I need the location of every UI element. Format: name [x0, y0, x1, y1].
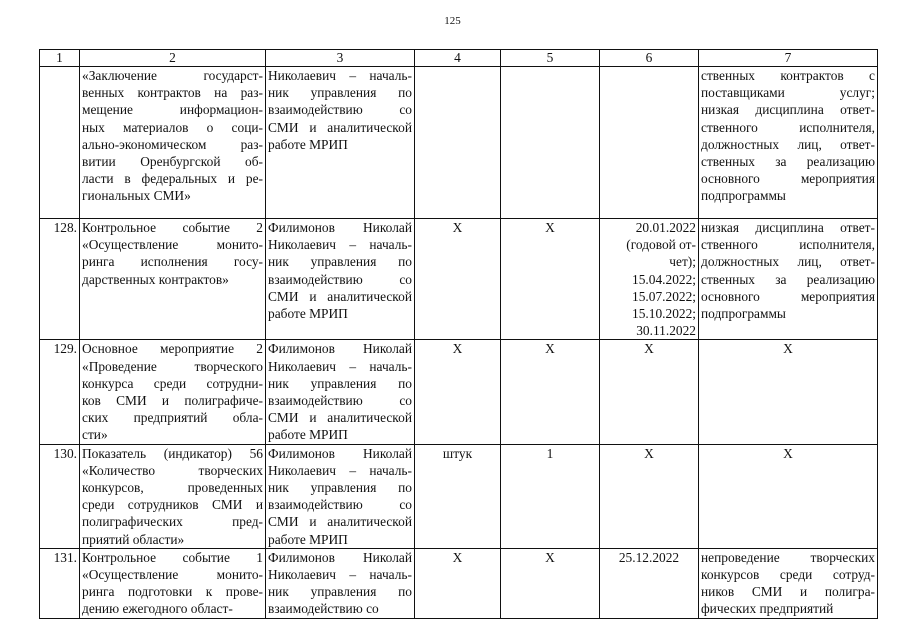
date-cell-line: 20.01.2022 [635, 220, 696, 235]
event-name-cell-line: приятий области» [82, 531, 185, 547]
risk-cell-line: должностных лиц, ответ- [701, 136, 875, 152]
risk-cell-line: конкурсов среди сотруд- [701, 567, 875, 583]
responsible-cell-line: Николаевич – началь- [268, 68, 412, 83]
responsible-cell-line: взаимодействию со [268, 102, 412, 118]
table-row [40, 219, 878, 340]
column-header: 5 [501, 50, 600, 67]
event-name-cell-line: конкурсов, проведенных [82, 480, 263, 496]
risk-cell-line: поставщиками услуг; [701, 85, 875, 101]
table-row [40, 444, 878, 548]
risk-cell-line: основного мероприятия [701, 171, 875, 187]
responsible-cell-line: взаимодействию со [268, 393, 412, 409]
event-name-cell-line: «Осуществление монито- [82, 237, 263, 253]
row-number: 128. [40, 219, 80, 340]
event-name-cell-line: дарственных контрактов» [82, 271, 229, 287]
date-cell [600, 548, 699, 618]
risk-cell-line: ников СМИ и полигра- [701, 584, 875, 600]
responsible-cell-line: ник управления по [268, 254, 412, 270]
responsible-cell-line: Филимонов Николай [268, 220, 412, 235]
column-header: 2 [80, 50, 266, 67]
table-row [40, 67, 878, 219]
responsible-cell-line: ник управления по [268, 584, 412, 600]
responsible-cell-line: работе МРИП [268, 427, 348, 443]
responsible-cell [266, 340, 415, 444]
column-header: 6 [600, 50, 699, 67]
column-header: 1 [40, 50, 80, 67]
event-name-cell-line: конкурса среди сотрудни- [82, 375, 263, 391]
event-name-cell [80, 340, 266, 444]
responsible-cell-line: ник управления по [268, 85, 412, 101]
responsible-cell [266, 219, 415, 340]
event-name-cell-line: Контрольное событие 2 [82, 220, 263, 235]
risk-cell-line: ственных за реализацию [701, 154, 875, 170]
event-name-cell [80, 67, 266, 219]
risk-cell-line: подпрограммы [701, 306, 786, 322]
column-header: 7 [699, 50, 878, 67]
date-cell-line: 15.07.2022; [632, 288, 696, 304]
event-name-cell-line: «Осуществление монито- [82, 567, 263, 583]
risk-cell-line: ственного исполнителя, [701, 237, 875, 253]
risk-cell [699, 219, 878, 340]
responsible-cell-line: взаимодействию со [268, 601, 379, 617]
event-name-cell-line: ально-экономическом раз- [82, 136, 263, 152]
event-name-cell [80, 444, 266, 548]
column-header: 4 [415, 50, 501, 67]
responsible-cell-line: Николаевич – началь- [268, 567, 412, 583]
date-cell-line: 15.04.2022; [632, 271, 696, 287]
responsible-cell-line: СМИ и аналитической [268, 514, 412, 530]
responsible-cell-line: ник управления по [268, 375, 412, 391]
event-name-cell-line: «Количество творческих [82, 462, 263, 478]
responsible-cell-line: взаимодействию со [268, 497, 412, 513]
date-cell-line: Х [644, 445, 654, 461]
unit-cell: Х [415, 340, 501, 444]
date-cell [600, 67, 699, 219]
responsible-cell [266, 444, 415, 548]
table-body [40, 67, 878, 619]
value-cell: Х [501, 219, 600, 340]
risk-cell-line: ственного исполнителя, [701, 119, 875, 135]
event-name-cell-line: дению ежегодного област- [82, 601, 233, 617]
date-cell-line: 15.10.2022; [632, 306, 696, 322]
unit-cell: Х [415, 548, 501, 618]
responsible-cell-line: Николаевич – началь- [268, 358, 412, 374]
unit-cell: штук [415, 444, 501, 548]
responsible-cell-line: работе МРИП [268, 306, 348, 322]
risk-cell-line: ственных за реализацию [701, 271, 875, 287]
event-name-cell-line: сти» [82, 427, 108, 443]
page-number: 125 [444, 15, 461, 27]
date-cell [600, 444, 699, 548]
table-row [40, 548, 878, 618]
responsible-cell-line: ник управления по [268, 480, 412, 496]
event-name-cell-line: Основное мероприятие 2 [82, 341, 263, 357]
event-name-cell-line: среди сотрудников СМИ и [82, 497, 263, 513]
responsible-cell-line: СМИ и аналитической [268, 410, 412, 426]
responsible-cell-line: Филимонов Николай [268, 549, 412, 565]
risk-cell-line: непроведение творческих [701, 549, 875, 565]
risk-cell: Х [699, 444, 878, 548]
risk-cell-line: низкая дисциплина ответ- [701, 102, 875, 118]
risk-cell-line: должностных лиц, ответ- [701, 254, 875, 270]
responsible-cell-line: работе МРИП [268, 136, 348, 152]
responsible-cell-line: Филимонов Николай [268, 341, 412, 357]
event-name-cell-line: ных материалов о соци- [82, 119, 263, 135]
responsible-cell [266, 548, 415, 618]
risk-cell: Х [699, 340, 878, 444]
event-name-cell-line: ринга исполнения госу- [82, 254, 263, 270]
column-header: 3 [266, 50, 415, 67]
table-header-row [40, 50, 878, 67]
event-name-cell-line: ринга подготовки к прове- [82, 584, 263, 600]
event-name-cell-line: Показатель (индикатор) 56 [82, 445, 263, 461]
risk-cell-line: подпрограммы [701, 188, 786, 204]
responsible-cell [266, 67, 415, 219]
unit-cell [415, 67, 501, 219]
risk-cell-line: основного мероприятия [701, 288, 875, 304]
event-name-cell-line: витии Оренбургской об- [82, 154, 263, 170]
event-name-cell [80, 219, 266, 340]
event-name-cell-line: ков СМИ и полиграфиче- [82, 393, 263, 409]
event-name-cell-line: ласти в федеральных и ре- [82, 171, 263, 187]
row-number: 129. [40, 340, 80, 444]
date-cell [600, 219, 699, 340]
value-cell: Х [501, 340, 600, 444]
row-number: 130. [40, 444, 80, 548]
responsible-cell-line: Филимонов Николай [268, 445, 412, 461]
event-name-cell-line: ских предприятий обла- [82, 410, 263, 426]
row-number: 131. [40, 548, 80, 618]
date-cell-line: 30.11.2022 [636, 323, 696, 339]
document-table [39, 49, 878, 619]
responsible-cell-line: СМИ и аналитической [268, 119, 412, 135]
date-cell-line: 25.12.2022 [618, 549, 680, 565]
value-cell [501, 67, 600, 219]
date-cell-line: Х [644, 341, 654, 357]
date-cell-line: чет); [669, 254, 696, 270]
responsible-cell-line: взаимодействию со [268, 271, 412, 287]
risk-cell [699, 548, 878, 618]
event-name-cell-line: Контрольное событие 1 [82, 549, 263, 565]
responsible-cell-line: Николаевич – началь- [268, 462, 412, 478]
event-name-cell-line: «Заключение государст- [82, 68, 263, 83]
risk-cell-line: фических предприятий [701, 601, 834, 617]
risk-cell-line: ственных контрактов с [701, 68, 875, 83]
value-cell: Х [501, 548, 600, 618]
responsible-cell-line: СМИ и аналитической [268, 288, 412, 304]
risk-cell-line: низкая дисциплина ответ- [701, 220, 875, 235]
event-name-cell-line: «Проведение творческого [82, 358, 263, 374]
event-name-cell-line: полиграфических пред- [82, 514, 263, 530]
event-name-cell-line: гиональных СМИ» [82, 188, 191, 204]
event-name-cell-line: венных контрактов на раз- [82, 85, 263, 101]
risk-cell [699, 67, 878, 219]
responsible-cell-line: работе МРИП [268, 531, 348, 547]
responsible-cell-line: Николаевич – началь- [268, 237, 412, 253]
date-cell-line: (годовой от- [626, 237, 696, 253]
event-name-cell [80, 548, 266, 618]
value-cell: 1 [501, 444, 600, 548]
table-row [40, 340, 878, 444]
row-number [40, 67, 80, 219]
event-name-cell-line: мещение информацион- [82, 102, 263, 118]
date-cell [600, 340, 699, 444]
unit-cell: Х [415, 219, 501, 340]
